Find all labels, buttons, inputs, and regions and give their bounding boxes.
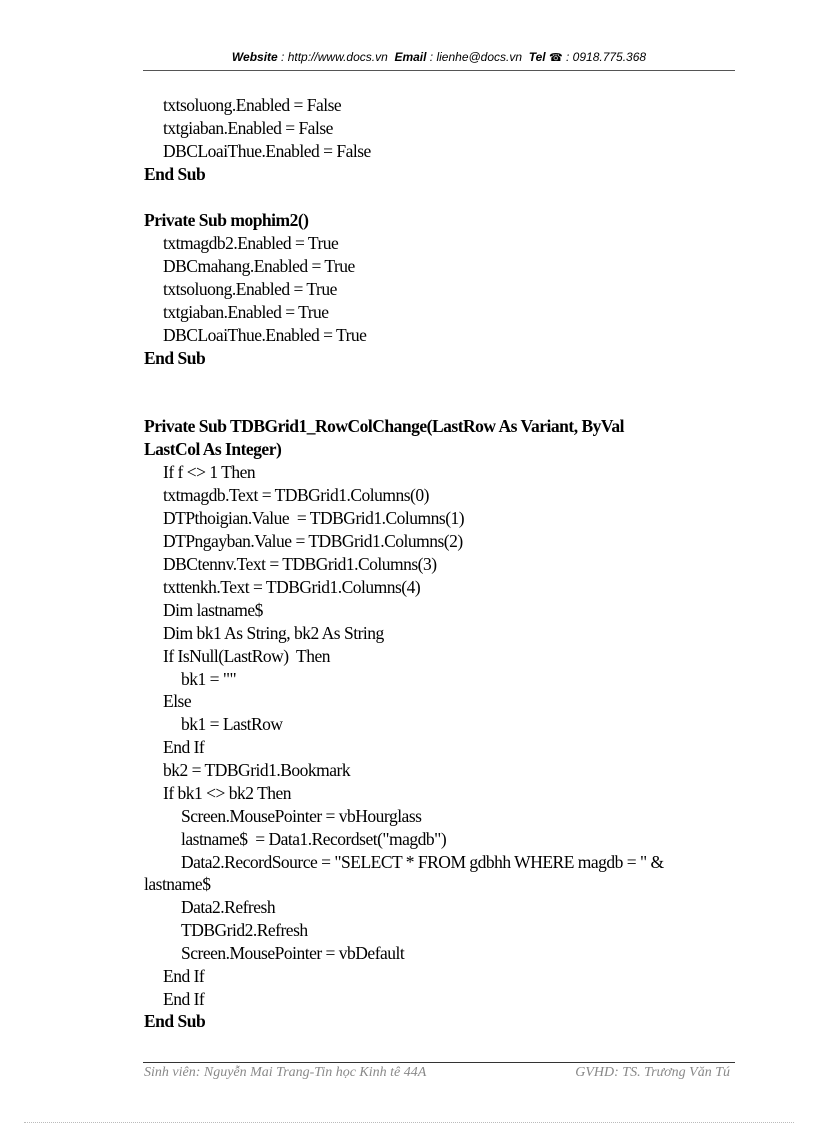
code-line: txtmagdb2.Enabled = True bbox=[163, 233, 339, 253]
code-line: TDBGrid2.Refresh bbox=[181, 920, 308, 940]
tel-label: Tel bbox=[528, 50, 546, 64]
code-line: txtsoluong.Enabled = True bbox=[163, 279, 337, 299]
code-line: DTPthoigian.Value = TDBGrid1.Columns(1) bbox=[163, 508, 465, 528]
code-line: txtmagdb.Text = TDBGrid1.Columns(0) bbox=[163, 485, 429, 505]
footer-student: Sinh viên: Nguyễn Mai Trang-Tin học Kinh tê 44A bbox=[144, 1065, 427, 1080]
email-label: Email bbox=[394, 50, 427, 64]
code-keyword-line: End Sub bbox=[144, 348, 206, 368]
code-line: DBCtennv.Text = TDBGrid1.Columns(3) bbox=[163, 554, 437, 574]
code-line: If bk1 <> bk2 Then bbox=[163, 783, 292, 803]
phone-icon: ☎ bbox=[548, 52, 563, 64]
tel-value: : 0918.775.368 bbox=[566, 50, 647, 64]
code-line: txtgiaban.Enabled = False bbox=[163, 118, 333, 138]
footer-advisor: GVHD: TS. Trương Văn Tú bbox=[575, 1065, 730, 1080]
code-line: txtgiaban.Enabled = True bbox=[163, 302, 329, 322]
code-line: Screen.MousePointer = vbDefault bbox=[181, 943, 405, 963]
code-line: DTPngayban.Value = TDBGrid1.Columns(2) bbox=[163, 531, 463, 551]
code-line: txtsoluong.Enabled = False bbox=[163, 95, 342, 115]
code-line: End If bbox=[163, 737, 205, 757]
email-value: : lienhe@docs.vn bbox=[429, 50, 523, 64]
code-line: End If bbox=[163, 966, 205, 986]
header-divider bbox=[143, 70, 735, 71]
code-line: DBCLoaiThue.Enabled = False bbox=[163, 141, 371, 161]
code-line: Data2.Refresh bbox=[181, 897, 276, 917]
code-line: End If bbox=[163, 989, 205, 1009]
code-keyword-line: End Sub bbox=[144, 164, 206, 184]
code-line: Else bbox=[163, 691, 192, 711]
code-keyword-line: LastCol As Integer) bbox=[144, 439, 282, 459]
code-line: Screen.MousePointer = vbHourglass bbox=[181, 806, 422, 826]
code-line: DBCmahang.Enabled = True bbox=[163, 256, 355, 276]
code-line: If IsNull(LastRow) Then bbox=[163, 646, 331, 666]
code-keyword-line: End Sub bbox=[144, 1011, 206, 1031]
code-line: Dim lastname$ bbox=[163, 600, 263, 620]
website-label: Website bbox=[231, 50, 278, 64]
code-keyword-line: Private Sub TDBGrid1_RowColChange(LastRow As Variant, ByVal bbox=[144, 416, 625, 436]
code-line: DBCLoaiThue.Enabled = True bbox=[163, 325, 367, 345]
code-line: lastname$ bbox=[144, 874, 211, 894]
code-line: Data2.RecordSource = "SELECT * FROM gdbhh WHERE magdb = " & bbox=[181, 852, 664, 872]
code-line: bk1 = LastRow bbox=[181, 714, 283, 734]
code-keyword-line: Private Sub mophim2() bbox=[144, 210, 309, 230]
website-value: : http://www.docs.vn bbox=[281, 50, 388, 64]
code-line: txttenkh.Text = TDBGrid1.Columns(4) bbox=[163, 577, 421, 597]
page-header bbox=[143, 50, 735, 64]
code-line: If f <> 1 Then bbox=[163, 462, 256, 482]
code-line: bk2 = TDBGrid1.Bookmark bbox=[163, 760, 351, 780]
code-line: bk1 = "" bbox=[181, 669, 237, 689]
code-line: Dim bk1 As String, bk2 As String bbox=[163, 623, 384, 643]
footer-divider bbox=[143, 1062, 735, 1063]
code-line: lastname$ = Data1.Recordset("magdb") bbox=[181, 829, 447, 849]
